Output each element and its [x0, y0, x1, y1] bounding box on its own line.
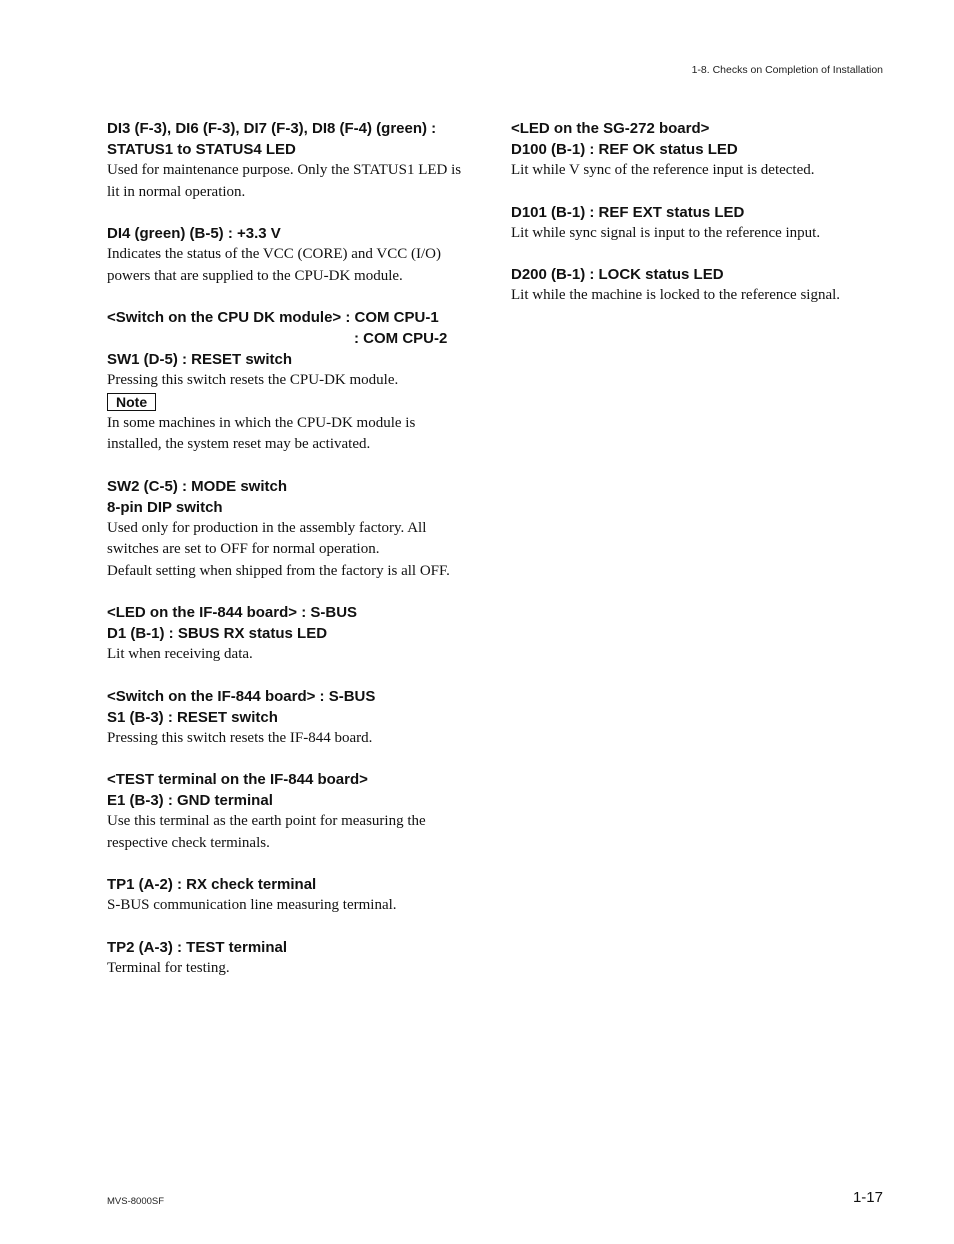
e1-title: E1 (B-3) : GND terminal: [107, 792, 273, 809]
tp1-title: TP1 (A-2) : RX check terminal: [107, 876, 317, 893]
tp1-entry: [107, 874, 487, 917]
cpu-dk-switch-title: <Switch on the CPU DK module> : COM CPU-1: [107, 309, 439, 326]
if844-led-entry: [107, 602, 487, 666]
status-leds-text: Used for maintenance purpose. Only the STATUS1 LED is: [107, 162, 462, 178]
s1-title: S1 (B-3) : RESET switch: [107, 708, 278, 726]
di4-text: Indicates the status of the VCC (CORE) and VCC (I/O): [107, 246, 441, 262]
d100-title: D100 (B-1) : REF OK status LED: [511, 141, 738, 158]
d101-title: D101 (B-1) : REF EXT status LED: [511, 203, 745, 221]
sw2-text: switches are set to OFF for normal operation.: [107, 541, 380, 557]
left-column: [107, 118, 487, 999]
d200-entry: [511, 264, 891, 307]
sw2-title: SW2 (C-5) : MODE switch: [107, 477, 288, 495]
d1-title: D1 (B-1) : SBUS RX status LED: [107, 625, 328, 642]
page-number: 1-17: [852, 1189, 883, 1206]
sw2-text: Used only for production in the assembly factory. All: [107, 519, 427, 536]
tp1-text: S-BUS communication line measuring terminal.: [107, 897, 397, 913]
d100-text: Lit while V sync of the reference input is detected.: [511, 162, 815, 178]
d200-title: D200 (B-1) : LOCK status LED: [511, 266, 724, 283]
d101-text: Lit while sync signal is input to the reference input.: [511, 224, 821, 241]
sw2-subtitle: 8-pin DIP switch: [107, 498, 223, 516]
right-column: [511, 118, 891, 327]
d200-text: Lit while the machine is locked to the reference signal.: [511, 287, 841, 303]
if844-test-entry: [107, 769, 487, 854]
s1-text: Pressing this switch resets the IF-844 board.: [107, 729, 373, 746]
note-label: Note: [107, 393, 156, 411]
footer-model: MVS-8000SF: [107, 1196, 165, 1207]
sg272-led-entry: [511, 118, 891, 182]
if844-test-title: <TEST terminal on the IF-844 board>: [107, 771, 368, 788]
sg272-led-title: <LED on the SG-272 board>: [511, 120, 710, 137]
status-leds-title: DI3 (F-3), DI6 (F-3), DI7 (F-3), DI8 (F-4) (green) :: [107, 120, 437, 137]
e1-text: Use this terminal as the earth point for measuring the: [107, 813, 426, 829]
sw1-text: Pressing this switch resets the CPU-DK module.: [107, 372, 399, 388]
e1-text: respective check terminals.: [107, 834, 270, 851]
di4-entry: [107, 223, 487, 287]
sw2-text: Default setting when shipped from the factory is all OFF.: [107, 562, 450, 579]
status-leds-entry: [107, 118, 487, 203]
running-header: 1-8. Checks on Completion of Installation: [691, 64, 883, 76]
cpu-dk-switch-entry: [107, 307, 487, 456]
cpu-dk-switch-title-cont: : COM CPU-2: [354, 330, 448, 347]
di4-title: DI4 (green) (B-5) : +3.3 V: [107, 225, 281, 242]
sw1-title: SW1 (D-5) : RESET switch: [107, 351, 293, 368]
status-leds-subtitle: STATUS1 to STATUS4 LED: [107, 141, 296, 158]
di4-text: powers that are supplied to the CPU-DK module.: [107, 267, 403, 284]
note-text: installed, the system reset may be activated.: [107, 436, 371, 452]
if844-led-title: <LED on the IF-844 board> : S-BUS: [107, 604, 358, 621]
sw2-entry: [107, 476, 487, 583]
if844-switch-title: <Switch on the IF-844 board> : S-BUS: [107, 687, 376, 705]
status-leds-text: lit in normal operation.: [107, 183, 246, 200]
tp2-text: Terminal for testing.: [107, 959, 230, 976]
d101-entry: [511, 202, 891, 245]
note-text: In some machines in which the CPU-DK module is: [107, 414, 416, 431]
tp2-title: TP2 (A-3) : TEST terminal: [107, 938, 288, 956]
d1-text: Lit when receiving data.: [107, 646, 253, 662]
if844-switch-entry: [107, 686, 487, 750]
tp2-entry: [107, 937, 487, 980]
